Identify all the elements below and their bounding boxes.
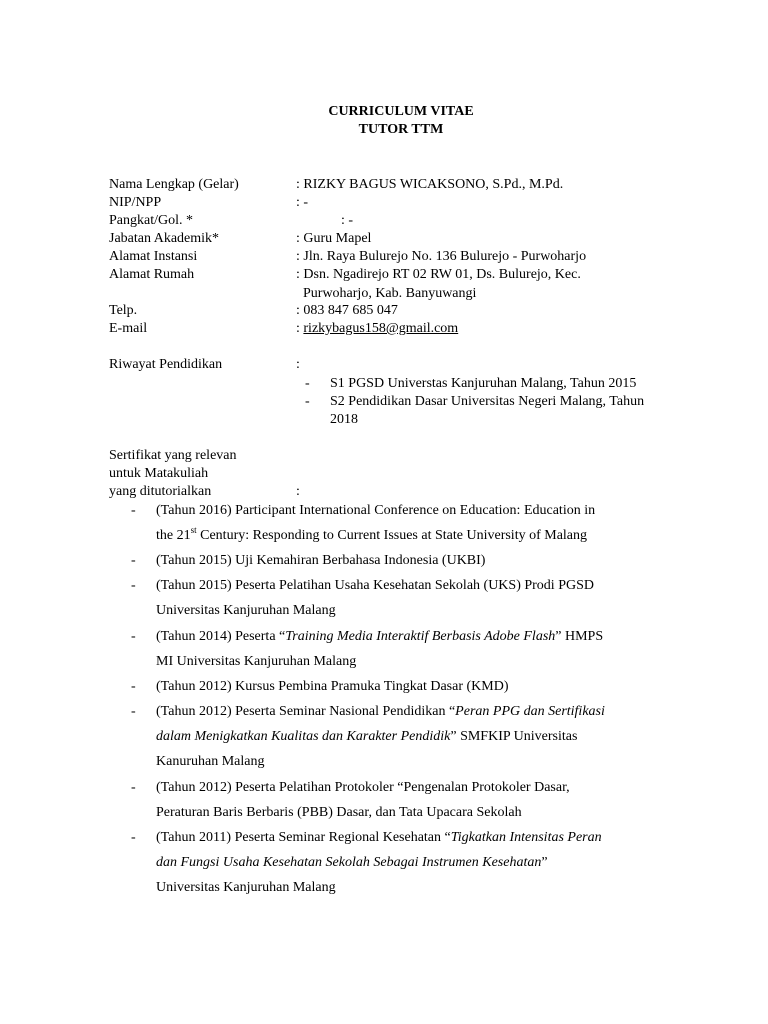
- certificate-line: Peraturan Baris Berbaris (PBB) Dasar, dan Tata Upacara Sekolah: [156, 805, 522, 820]
- document-subtitle: TUTOR TTM: [358, 122, 444, 137]
- certificate-text-part: ” HMPS: [555, 629, 604, 644]
- certificate-text-italic: dalam Menigkatkan Kualitas dan Karakter Pendidik: [156, 729, 451, 744]
- list-dash: -: [305, 394, 310, 409]
- certificate-text-italic: Tigkatkan Intensitas Peran: [450, 830, 602, 845]
- certificates-colon: :: [296, 484, 300, 499]
- certificate-text-part: (Tahun 2014) Peserta “: [156, 629, 286, 644]
- certificate-line: MI Universitas Kanjuruhan Malang: [156, 654, 357, 669]
- field-label: E-mail: [109, 321, 148, 336]
- field-value: : -: [296, 195, 309, 210]
- certificate-text-part: ” SMFKIP Universitas: [450, 729, 578, 744]
- certificate-text: [156, 699, 605, 774]
- certificate-line: [156, 724, 605, 749]
- certificate-line: (Tahun 2012) Kursus Pembina Pramuka Tingkat Dasar (KMD): [156, 679, 509, 694]
- certificate-line: [156, 850, 602, 875]
- certificate-text-italic: Training Media Interaktif Berbasis Adobe Flash: [285, 629, 556, 644]
- certificate-line: [156, 523, 595, 548]
- list-dash: -: [131, 830, 136, 845]
- certificate-line: [156, 825, 602, 850]
- education-label: Riwayat Pendidikan: [109, 357, 223, 372]
- list-dash: -: [131, 629, 136, 644]
- list-dash: -: [131, 503, 136, 518]
- certificate-line: (Tahun 2015) Uji Kemahiran Berbahasa Indonesia (UKBI): [156, 553, 486, 568]
- field-value: : RIZKY BAGUS WICAKSONO, S.Pd., M.Pd.: [296, 177, 564, 192]
- field-label: Pangkat/Gol. *: [109, 213, 193, 228]
- certificates-label-line: untuk Matakuliah: [109, 466, 209, 481]
- field-value: : Guru Mapel: [296, 231, 372, 246]
- document-header: [0, 103, 768, 139]
- field-value: : Dsn. Ngadirejo RT 02 RW 01, Ds. Bulurejo, Kec.: [296, 267, 581, 282]
- list-dash: -: [131, 553, 136, 568]
- certificate-text-italic: dan Fungsi Usaha Kesehatan Sekolah Sebagai Instrumen Kesehatan: [156, 855, 542, 870]
- field-value: : 083 847 685 047: [296, 303, 398, 318]
- field-value: [296, 320, 458, 338]
- field-value-continuation: Purwoharjo, Kab. Banyuwangi: [303, 286, 477, 301]
- certificates-label-line: Sertifikat yang relevan: [109, 448, 237, 463]
- certificate-text: [156, 775, 570, 825]
- certificate-text-italic: Peran PPG dan Sertifikasi: [455, 704, 605, 719]
- certificate-text: [156, 498, 595, 548]
- certificate-text: [156, 674, 508, 699]
- list-dash: -: [131, 578, 136, 593]
- certificate-text: [156, 573, 594, 623]
- document-title: CURRICULUM VITAE: [328, 104, 474, 119]
- certificate-text-part: the 21: [156, 528, 191, 543]
- field-label: Jabatan Akademik*: [109, 231, 220, 246]
- education-text: 2018: [330, 412, 358, 427]
- certificate-text: [156, 548, 485, 573]
- email-link[interactable]: rizkybagus158@gmail.com: [303, 321, 459, 336]
- field-value: : Jln. Raya Bulurejo No. 136 Bulurejo - Purwoharjo: [296, 249, 587, 264]
- education-text: S2 Pendidikan Dasar Universitas Negeri Malang, Tahun: [330, 394, 645, 409]
- field-label: Telp.: [109, 303, 138, 318]
- email-prefix: :: [296, 321, 304, 336]
- list-dash: -: [131, 704, 136, 719]
- certificate-text-part: (Tahun 2011) Peserta Seminar Regional Kesehatan “: [156, 830, 451, 845]
- certificate-text-part: (Tahun 2012) Peserta Seminar Nasional Pendidikan “: [156, 704, 456, 719]
- certificate-text: [156, 624, 603, 674]
- certificates-label-line: yang ditutorialkan: [109, 484, 212, 499]
- education-colon: :: [296, 357, 300, 372]
- certificate-line: (Tahun 2016) Participant International Conference on Education: Education in: [156, 503, 596, 518]
- certificate-line: Universitas Kanjuruhan Malang: [156, 603, 336, 618]
- certificate-text-part: ”: [541, 855, 548, 870]
- list-dash: -: [131, 679, 136, 694]
- certificate-line: Universitas Kanjuruhan Malang: [156, 880, 336, 895]
- certificate-line: (Tahun 2012) Peserta Pelatihan Protokoler “Pengenalan Protokoler Dasar,: [156, 780, 570, 795]
- education-text: S1 PGSD Universtas Kanjuruhan Malang, Tahun 2015: [330, 376, 637, 391]
- field-value: : -: [341, 213, 354, 228]
- field-label: Nama Lengkap (Gelar): [109, 177, 239, 192]
- field-label: NIP/NPP: [109, 195, 162, 210]
- field-label: Alamat Instansi: [109, 249, 198, 264]
- list-dash: -: [131, 780, 136, 795]
- certificate-text: [156, 825, 602, 900]
- certificate-text-part: Century: Responding to Current Issues at State University of Malang: [196, 528, 588, 543]
- certificate-line: Kanuruhan Malang: [156, 754, 265, 769]
- certificate-line: [156, 624, 603, 649]
- certificate-line: [156, 699, 605, 724]
- field-label: Alamat Rumah: [109, 267, 195, 282]
- ordinal-superscript: st: [190, 525, 197, 535]
- certificate-line: (Tahun 2015) Peserta Pelatihan Usaha Kesehatan Sekolah (UKS) Prodi PGSD: [156, 578, 594, 593]
- list-dash: -: [305, 376, 310, 391]
